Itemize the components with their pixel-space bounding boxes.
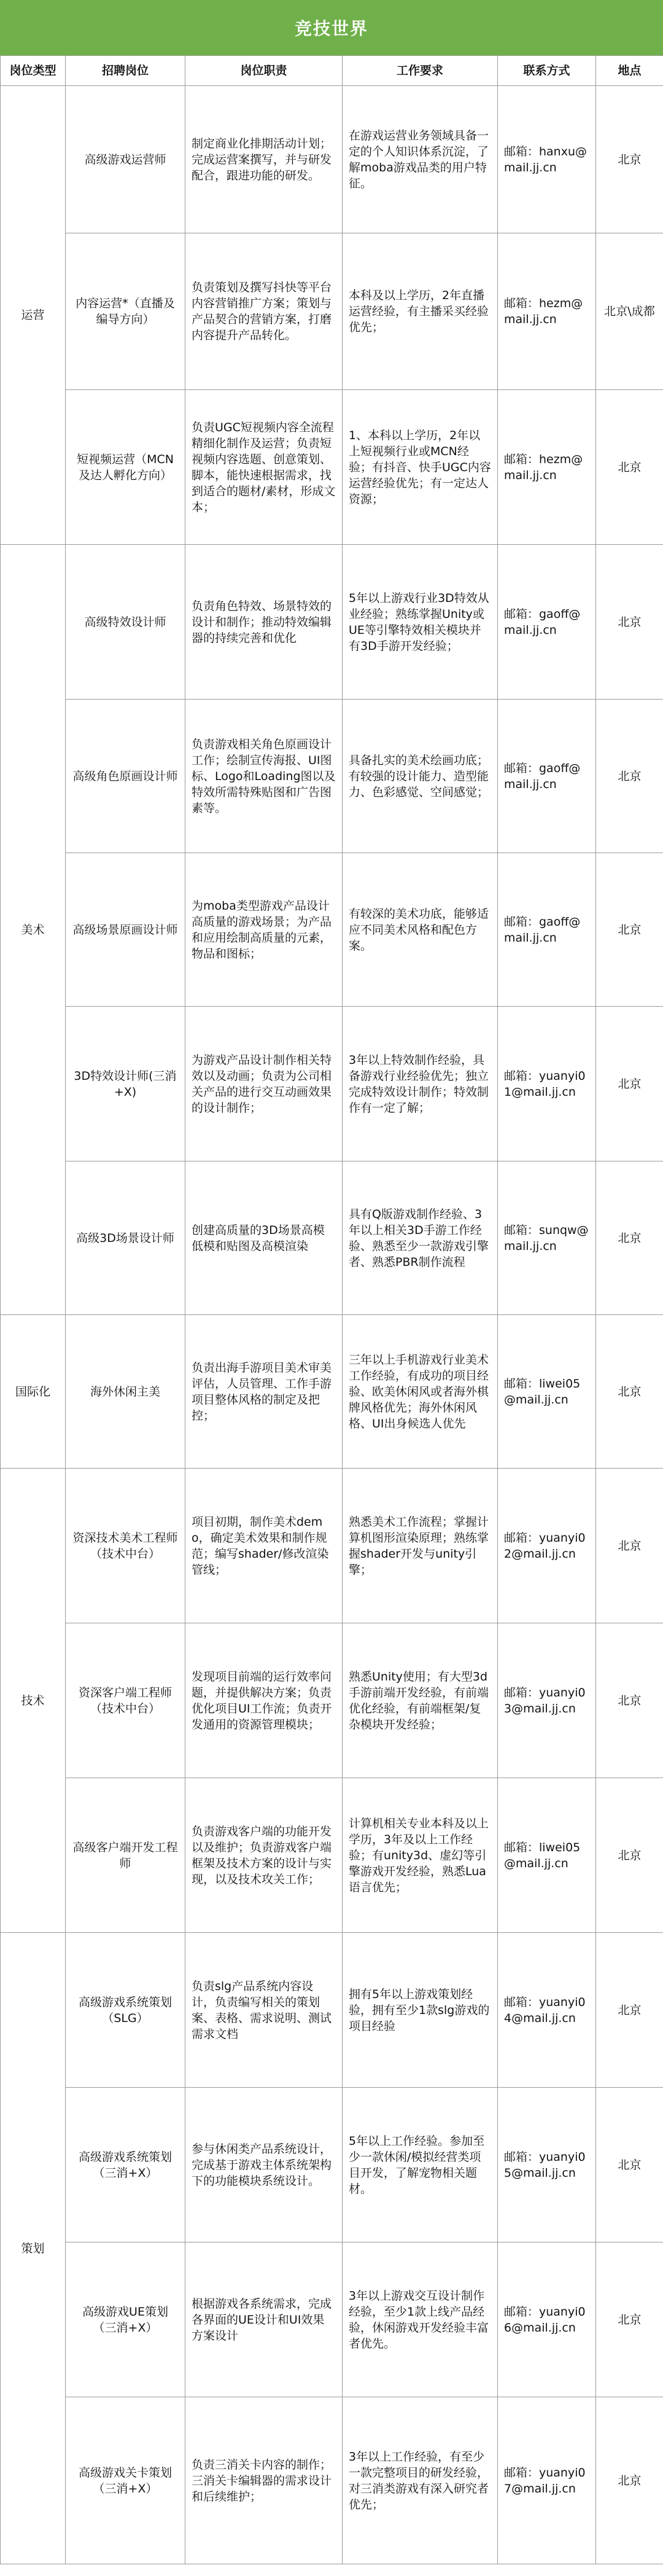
position-cell: 高级角色原画设计师 (66, 700, 185, 853)
position-cell: 短视频运营（MCN及达人孵化方向） (66, 390, 185, 545)
requirements-cell: 3年以上工作经验，有至少一款完整项目的研发经验，对三消类游戏有深入研究者优先； (343, 2397, 498, 2564)
contact-cell[interactable]: 邮箱：yuanyi04@mail.jj.cn (498, 1933, 596, 2088)
location-cell: 北京 (596, 1161, 663, 1315)
requirements-cell: 3年以上特效制作经验，具备游戏行业经验优先；独立完成特效设计制作；特效制作有一定了解； (343, 1007, 498, 1161)
position-cell: 内容运营*（直播及编导方向） (66, 233, 185, 390)
table-row (1, 1623, 663, 1778)
header-location: 地点 (596, 56, 663, 86)
duty-cell: 负责游戏相关角色原画设计工作；绘制宣传海报、UI图标、Logo和Loading图以及特效所需特殊贴图和广告图素等。 (185, 700, 343, 853)
requirements-cell: 三年以上手机游戏行业美术工作经验，有成功的项目经验、欧美休闲风或者海外棋牌风格优先；海外休闲风格、UI出身候选人优先 (343, 1315, 498, 1469)
duty-cell: 发现项目前端的运行效率问题，并提供解决方案；负责优化项目UI工作流；负责开发通用的资源管理模块； (185, 1623, 343, 1778)
table-row (1, 1778, 663, 1933)
contact-cell[interactable]: 邮箱：gaoff@mail.jj.cn (498, 853, 596, 1007)
duty-cell: 参与休闲类产品系统设计，完成基于游戏主体系统架构下的功能模块系统设计。 (185, 2088, 343, 2242)
duty-cell: 根据游戏各系统需求，完成各界面的UE设计和UI效果方案设计 (185, 2242, 343, 2397)
requirements-cell: 拥有5年以上游戏策划经验，拥有至少1款slg游戏的项目经验 (343, 1933, 498, 2088)
duty-cell: 为moba类型游戏产品设计高质量的游戏场景；为产品和应用绘制高质量的元素，物品和图标； (185, 853, 343, 1007)
location-cell: 北京 (596, 2397, 663, 2564)
position-cell: 资深客户端工程师（技术中台） (66, 1623, 185, 1778)
category-cell: 策划 (1, 1933, 66, 2564)
table-row (1, 390, 663, 545)
contact-cell[interactable]: 邮箱：yuanyi02@mail.jj.cn (498, 1469, 596, 1623)
position-cell: 高级游戏系统策划（SLG） (66, 1933, 185, 2088)
position-cell: 高级游戏运营师 (66, 86, 185, 233)
requirements-cell: 本科及以上学历，2年直播运营经验，有主播采买经验优先； (343, 233, 498, 390)
location-cell: 北京 (596, 1007, 663, 1161)
header-position: 招聘岗位 (66, 56, 185, 86)
duty-cell: 负责策划及撰写抖快等平台内容营销推广方案；策划与产品契合的营销方案，打磨内容提升产品转化。 (185, 233, 343, 390)
header-requirements: 工作要求 (343, 56, 498, 86)
location-cell: 北京 (596, 1933, 663, 2088)
position-cell: 高级3D场景设计师 (66, 1161, 185, 1315)
table-row (1, 86, 663, 233)
contact-cell[interactable]: 邮箱：yuanyi03@mail.jj.cn (498, 1623, 596, 1778)
location-cell: 北京 (596, 2088, 663, 2242)
contact-cell[interactable]: 邮箱：liwei05@mail.jj.cn (498, 1315, 596, 1469)
position-cell: 资深技术美术工程师（技术中台） (66, 1469, 185, 1623)
table-row (1, 700, 663, 853)
table-row (1, 2088, 663, 2242)
duty-cell: 创建高质量的3D场景高模低模和贴图及高模渲染 (185, 1161, 343, 1315)
category-cell: 美术 (1, 545, 66, 1315)
header-duty: 岗位职责 (185, 56, 343, 86)
requirements-cell: 具有Q版游戏制作经验、3年以上相关3D手游工作经验、熟悉至少一款游戏引擎者、熟悉PBR制作流程 (343, 1161, 498, 1315)
contact-cell[interactable]: 邮箱：sunqw@mail.jj.cn (498, 1161, 596, 1315)
page-title: 竞技世界 (294, 18, 368, 39)
position-cell: 海外休闲主美 (66, 1315, 185, 1469)
table-row (1, 233, 663, 390)
requirements-cell: 熟悉Unity使用；有大型3d手游前端开发经验，有前端优化经验，有前端框架/复杂模块开发经验； (343, 1623, 498, 1778)
requirements-cell: 5年以上游戏行业3D特效从业经验；熟练掌握Unity或UE等引擎特效相关模块并有3D手游开发经验； (343, 545, 498, 700)
requirements-cell: 具备扎实的美术绘画功底；有较强的设计能力、造型能力、色彩感觉、空间感觉； (343, 700, 498, 853)
location-cell: 北京 (596, 700, 663, 853)
location-cell: 北京 (596, 86, 663, 233)
table-row (1, 2397, 663, 2564)
contact-cell[interactable]: 邮箱：yuanyi06@mail.jj.cn (498, 2242, 596, 2397)
contact-cell[interactable]: 邮箱：hanxu@mail.jj.cn (498, 86, 596, 233)
duty-cell: 为游戏产品设计制作相关特效以及动画；负责为公司相关产品的进行交互动画效果的设计制作； (185, 1007, 343, 1161)
position-cell: 高级特效设计师 (66, 545, 185, 700)
contact-cell[interactable]: 邮箱：yuanyi05@mail.jj.cn (498, 2088, 596, 2242)
header-category: 岗位类型 (1, 56, 66, 86)
table-row (1, 1315, 663, 1469)
requirements-cell: 3年以上游戏交互设计制作经验，至少1款上线产品经验，休闲游戏开发经验丰富者优先。 (343, 2242, 498, 2397)
table-row (1, 1469, 663, 1623)
duty-cell: 负责角色特效、场景特效的设计和制作；推动特效编辑器的持续完善和优化 (185, 545, 343, 700)
requirements-cell: 5年以上工作经验。参加至少一款休闲/模拟经营类项目开发，了解宠物相关题材。 (343, 2088, 498, 2242)
location-cell: 北京 (596, 1778, 663, 1933)
location-cell: 北京 (596, 390, 663, 545)
requirements-cell: 计算机相关专业本科及以上学历，3年及以上工作经验；有unity3d、虚幻等引擎游戏开发经验，熟悉Lua语言优先； (343, 1778, 498, 1933)
header-row (1, 56, 663, 86)
table-row (1, 545, 663, 700)
contact-cell[interactable]: 邮箱：liwei05@mail.jj.cn (498, 1778, 596, 1933)
contact-cell[interactable]: 邮箱：gaoff@mail.jj.cn (498, 700, 596, 853)
requirements-cell: 熟悉美术工作流程；掌握计算机图形渲染原理；熟练掌握shader开发与unity引擎； (343, 1469, 498, 1623)
position-cell: 高级游戏关卡策划（三消+X） (66, 2397, 185, 2564)
duty-cell: 负责游戏客户端的功能开发以及维护；负责游戏客户端框架及技术方案的设计与实现，以及技术攻关工作； (185, 1778, 343, 1933)
position-cell: 高级游戏UE策划（三消+X） (66, 2242, 185, 2397)
table-row (1, 1161, 663, 1315)
location-cell: 北京 (596, 2242, 663, 2397)
position-cell: 高级客户端开发工程师 (66, 1778, 185, 1933)
duty-cell: 制定商业化排期活动计划；完成运营案撰写，并与研发配合，跟进功能的研发。 (185, 86, 343, 233)
contact-cell[interactable]: 邮箱：yuanyi07@mail.jj.cn (498, 2397, 596, 2564)
location-cell: 北京 (596, 545, 663, 700)
table-row (1, 2242, 663, 2397)
location-cell: 北京 (596, 1469, 663, 1623)
title-banner (0, 0, 663, 55)
duty-cell: 负责UGC短视频内容全流程精细化制作及运营；负责短视频内容选题、创意策划、脚本，能快速根据需求，找到适合的题材/素材，形成文本； (185, 390, 343, 545)
position-cell: 3D特效设计师(三消+X) (66, 1007, 185, 1161)
contact-cell[interactable]: 邮箱：gaoff@mail.jj.cn (498, 545, 596, 700)
location-cell: 北京 (596, 853, 663, 1007)
location-cell: 北京\成都 (596, 233, 663, 390)
duty-cell: 项目初期，制作美术demo，确定美术效果和制作规范；编写shader/修改渲染管线； (185, 1469, 343, 1623)
requirements-cell: 1、本科以上学历，2年以上短视频行业或MCN经验；有抖音、快手UGC内容运营经验优先；有一定达人资源； (343, 390, 498, 545)
position-cell: 高级场景原画设计师 (66, 853, 185, 1007)
duty-cell: 负责出海手游项目美术审美评估，人员管理、工作手游项目整体风格的制定及把控； (185, 1315, 343, 1469)
position-cell: 高级游戏系统策划（三消+X） (66, 2088, 185, 2242)
location-cell: 北京 (596, 1315, 663, 1469)
contact-cell[interactable]: 邮箱：hezm@mail.jj.cn (498, 233, 596, 390)
table-row (1, 1007, 663, 1161)
table-row (1, 853, 663, 1007)
category-cell: 技术 (1, 1469, 66, 1933)
requirements-cell: 有较深的美术功底，能够适应不同美术风格和配色方案。 (343, 853, 498, 1007)
header-contact: 联系方式 (498, 56, 596, 86)
contact-cell[interactable]: 邮箱：hezm@mail.jj.cn (498, 390, 596, 545)
duty-cell: 负责三消关卡内容的制作；三消关卡编辑器的需求设计和后续维护； (185, 2397, 343, 2564)
contact-cell[interactable]: 邮箱：yuanyi01@mail.jj.cn (498, 1007, 596, 1161)
location-cell: 北京 (596, 1623, 663, 1778)
job-table (0, 55, 663, 2564)
table-row (1, 1933, 663, 2088)
category-cell: 运营 (1, 86, 66, 545)
requirements-cell: 在游戏运营业务领域具备一定的个人知识体系沉淀，了解moba游戏品类的用户特征。 (343, 86, 498, 233)
duty-cell: 负责slg产品系统内容设计，负责编写相关的策划案、表格、需求说明、测试需求文档 (185, 1933, 343, 2088)
category-cell: 国际化 (1, 1315, 66, 1469)
